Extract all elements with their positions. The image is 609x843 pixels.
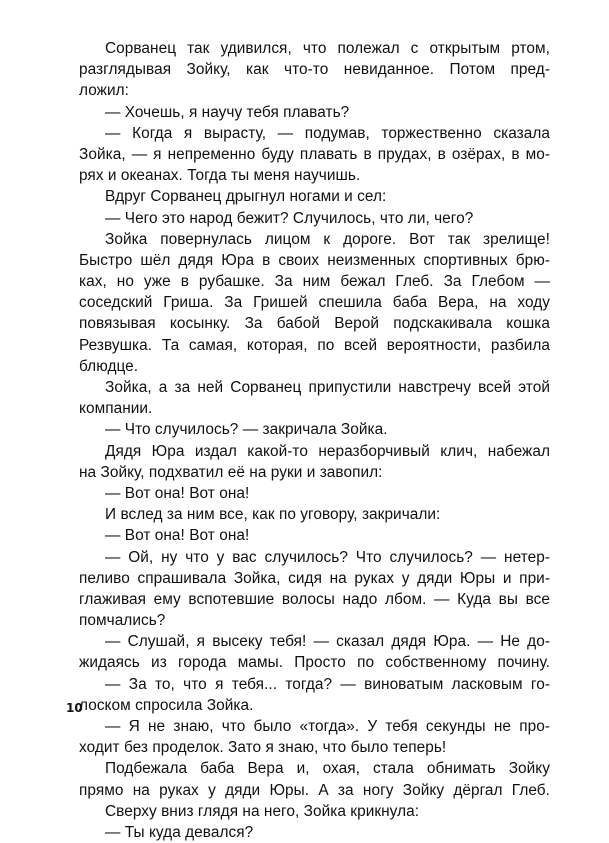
text-line: И вслед за ним все, как по уговору, закричали: <box>105 506 441 524</box>
text-line: ложил: <box>79 82 129 100</box>
body-text <box>79 38 550 843</box>
text-line: повязывая косынку. За бабой Верой подскакивала кошка <box>79 315 550 333</box>
text-line: соседский Гриша. За Гришей спешила баба Вера, на ходу <box>79 294 550 312</box>
text-line: на Зойку, подхватил её на руки и завопил: <box>79 463 383 481</box>
text-line: Вдруг Сорванец дрыгнул ногами и сел: <box>105 188 387 206</box>
text-line: — Я не знаю, что было «тогда». У тебя секунды не про- <box>105 718 550 735</box>
text-line: Дядя Юра издал какой-то неразборчивый клич, набежал <box>105 442 550 460</box>
text-line: — За то, что я тебя... тогда? — виноватым ласковым го- <box>105 675 550 693</box>
text-line: ходит без проделок. Зато я знаю, что было теперь! <box>79 739 447 757</box>
text-line: — Слушай, я высеку тебя! — сказал дядя Юра. — Не до- <box>105 633 550 651</box>
text-line: — Когда я вырасту, — подумав, торжественно сказала <box>105 124 550 142</box>
text-line: — Хочешь, я научу тебя плавать? <box>105 103 350 121</box>
text-line: прямо на руках у дяди Юры. А за ногу Зойку дёргал Глеб. <box>79 781 550 799</box>
text-line: разглядывая Зойку, как что-то невиданное. Потом пред- <box>79 61 550 79</box>
page-number: 10 <box>66 701 83 715</box>
text-line: жидаясь из города мамы. Просто по собственному почину. <box>79 654 550 672</box>
text-line: Резвушка. Та самая, которая, по всей вероятности, разбила <box>79 336 550 354</box>
text-line: блюдце. <box>79 357 139 375</box>
text-line: — Вот она! Вот она! <box>105 484 250 502</box>
text-line: помчались? <box>79 612 166 630</box>
text-line: — Ой, ну что у вас случилось? Что случилось? — нетер- <box>105 548 550 566</box>
text-line: Зойка повернулась лицом к дороге. Вот так зрелище! <box>105 230 550 248</box>
text-line: — Вот она! Вот она! <box>105 527 250 545</box>
text-line: глаживая ему вспотевшие волосы надо лбом. — Куда вы все <box>79 590 550 608</box>
text-line: — Чего это народ бежит? Случилось, что ли, чего? <box>105 209 474 227</box>
text-line: Зойка, — я непременно буду плавать в прудах, в озёрах, в мо- <box>79 145 550 163</box>
text-line: Зойка, а за ней Сорванец припустили навстречу всей этой <box>105 379 550 396</box>
text-line: Подбежала баба Вера и, охая, стала обнимать Зойку <box>105 760 550 778</box>
text-line: Быстро шёл дядя Юра в своих неизменных спортивных брю- <box>79 251 550 269</box>
text-line: ках, но уже в рубашке. За ним бежал Глеб. За Глебом — <box>79 273 550 291</box>
text-line: рях и океанах. Тогда ты меня научишь. <box>79 167 361 185</box>
text-line: Сверху вниз глядя на него, Зойка крикнула: <box>105 802 420 820</box>
text-line: лоском спросила Зойка. <box>79 696 254 714</box>
text-line: пеливо спрашивала Зойка, сидя на руках у дяди Юры и при- <box>79 569 550 587</box>
text-line: — Что случилось? — закричала Зойка. <box>105 421 388 439</box>
text-line: — Ты куда девался? <box>105 823 254 841</box>
text-line: Сорванец так удивился, что полежал с открытым ртом, <box>105 40 550 57</box>
text-line: компании. <box>79 400 153 418</box>
